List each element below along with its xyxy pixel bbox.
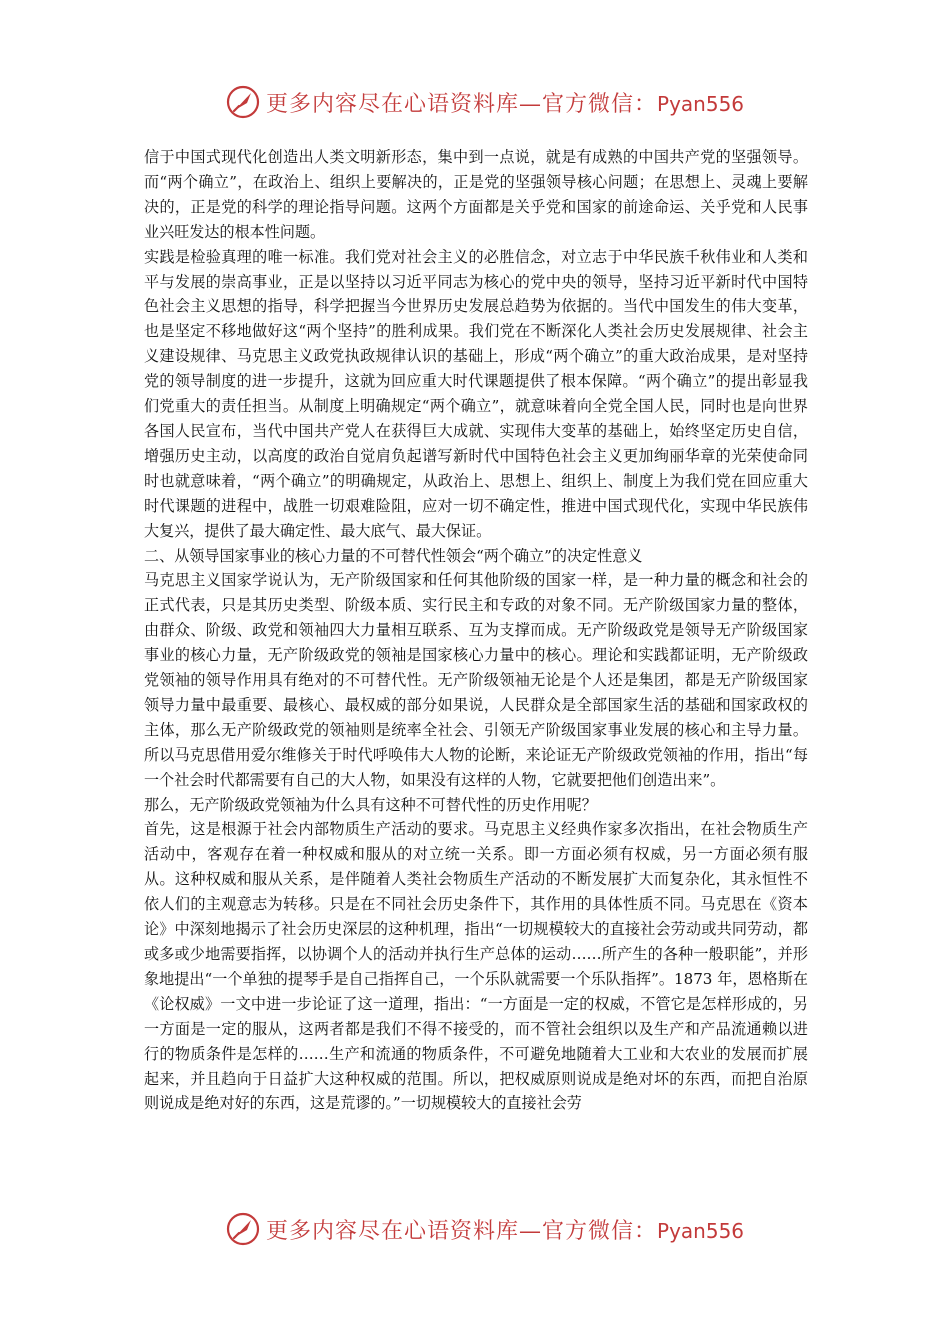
paragraph: 实践是检验真理的唯一标准。我们党对社会主义的必胜信念，对立志于中华民族千秋伟业和人类和平与发展的崇高事业，正是以坚持以习近平同志为核心的党中央的领导，坚持习近平新时代中国特色社会主义思想的指导，科学把握当今世界历史发展总趋势为依据的。当代中国发生的伟大变革，也是坚定不移地做好这“两个坚持”的胜利成果。我们党在不断深化人类社会历史发展规律、社会主义建设规律、马克思主义政党执政规律认识的基础上，形成“两个确立”的重大政治成果，是对坚持党的领导制度的进一步提升，这就为回应重大时代课题提供了根本保障。“两个确立”的提出彰显我们党重大的责任担当。从制度上明确规定“两个确立”，就意味着向全党全国人民，同时也是向世界各国人民宣布，当代中国共产党人在获得巨大成就、实现伟大变革的基础上，始终坚定历史自信，增强历史主动，以高度的政治自觉肩负起谱写新时代中国特色社会主义更加绚丽华章的光荣使命同时也就意味着，“两个确立”的明确规定，从政治上、思想上、组织上、制度上为我们党在回应重大时代课题的进程中，战胜一切艰难险阻，应对一切不确定性，推进中国式现代化，实现中华民族伟大复兴，提供了最大确定性、最大底气、最大保证。 [144,247,808,540]
header-banner-text: 更多内容尽在心语资料库—官方微信：Pyan556 [266,91,745,117]
body-text [144,145,808,1116]
paragraph: 首先，这是根源于社会内部物质生产活动的要求。马克思主义经典作家多次指出，在社会物质生产活动中，客观存在着一种权威和服从的对立统一关系。即一方面必须有权威，另一方面必须有服从。这种权威和服从关系，是伴随着人类社会物质生产活动的不断发展扩大而复杂化，其永恒性不依人们的主观意志为转移。只是在不同社会历史条件下，其作用的具体性质不同。马克思在《资本论》中深刻地揭示了社会历史深层的这种机理，指出“一切规模较大的直接社会劳动或共同劳动，都或多或少地需要指挥，以协调个人的活动并执行生产总体的运动……所产生的各种一般职能”，并形象地提出“一个单独的提琴手是自己指挥自己，一个乐队就需要一个乐队指挥”。1873 年，恩格斯在《论权威》一文中进一步论证了这一道理，指出：“一方面是一定的权威，不管它是怎样形成的，另一方面是一定的服从，这两者都是我们不得不接受的，而不管社会组织以及生产和产品流通赖以进行的物质条件是怎样的……生产和流通的物质条件，不可避免地随着大工业和大农业的发展而扩展起来，并且趋向于日益扩大这种权威的范围。所以，把权威原则说成是绝对坏的东西，而把自治原则说成是绝对好的东西，这是荒谬的。”一切规模较大的直接社会劳 [144,820,808,1113]
header-banner [226,82,745,122]
quill-pen-logo-icon [226,1212,260,1246]
footer-banner [226,1209,745,1249]
quill-pen-logo-icon [226,85,260,119]
section-heading: 二、从领导国家事业的核心力量的不可替代性领会“两个确立”的决定性意义 [144,546,643,565]
footer-banner-text: 更多内容尽在心语资料库—官方微信：Pyan556 [266,1218,745,1244]
paragraph: 马克思主义国家学说认为，无产阶级国家和任何其他阶级的国家一样，是一种力量的概念和社会的正式代表，只是其历史类型、阶级本质、实行民主和专政的对象不同。无产阶级国家力量的整体，由群众、阶级、政党和领袖四大力量相互联系、互为支撑而成。无产阶级政党是领导无产阶级国家事业的核心力量，无产阶级政党的领袖是国家核心力量中的核心。理论和实践都证明，无产阶级政党领袖的领导作用具有绝对的不可替代性。无产阶级领袖无论是个人还是集团，都是无产阶级国家领导力量中最重要、最核心、最权威的部分如果说，人民群众是全部国家生活的基础和国家政权的主体，那么无产阶级政党的领袖则是统率全社会、引领无产阶级国家事业发展的核心和主导力量。所以马克思借用爱尔维修关于时代呼唤伟大人物的论断，来论证无产阶级政党领袖的作用，指出“每一个社会时代都需要有自己的大人物，如果没有这样的人物，它就要把他们创造出来”。 [144,571,808,789]
paragraph: 那么，无产阶级政党领袖为什么具有这种不可替代性的历史作用呢？ [144,795,597,814]
paragraph: 信于中国式现代化创造出人类文明新形态，集中到一点说，就是有成熟的中国共产党的坚强领导。而“两个确立”，在政治上、组织上要解决的，正是党的坚强领导核心问题；在思想上、灵魂上要解决的，正是党的科学的理论指导问题。这两个方面都是关乎党和国家的前途命运、关乎党和人民事业兴旺发达的根本性问题。 [144,148,808,241]
